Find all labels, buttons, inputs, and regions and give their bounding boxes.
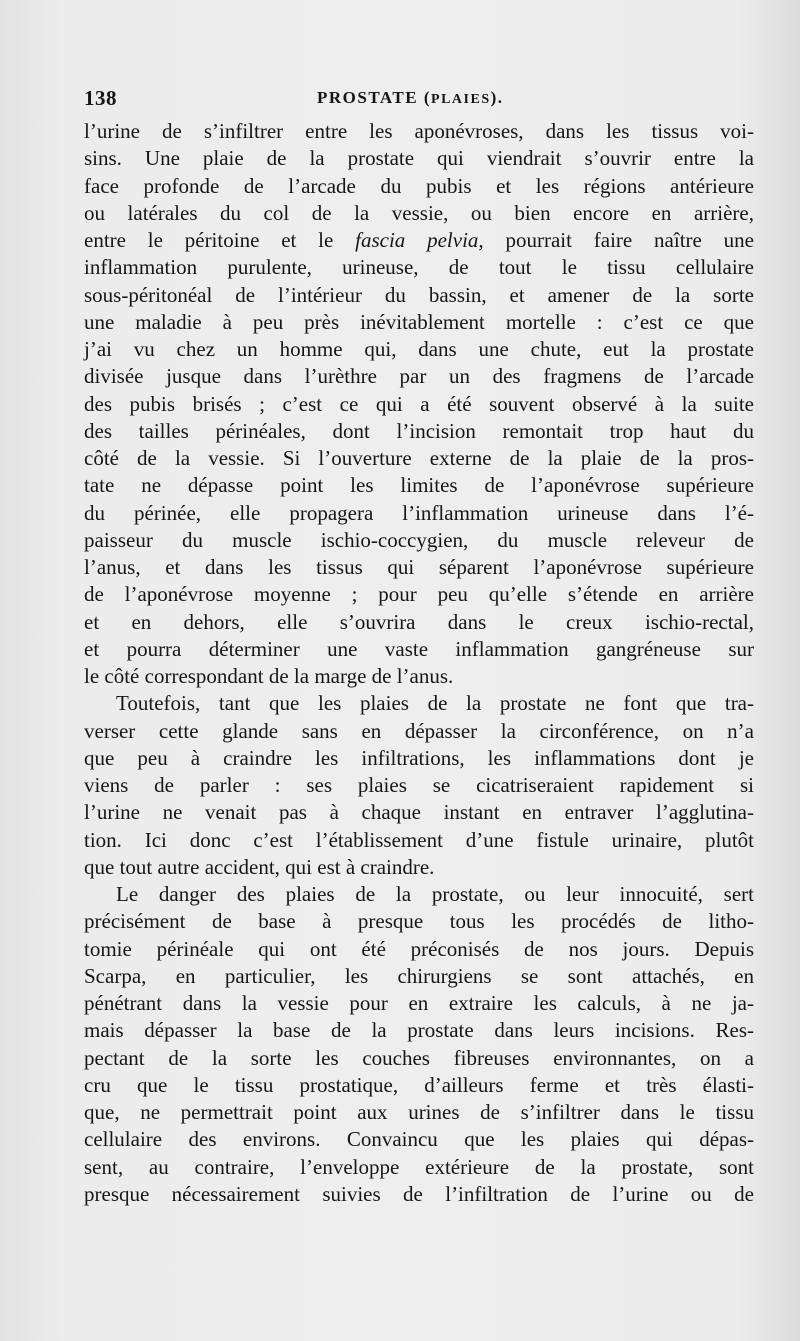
text-line: sins. Une plaie de la prostate qui viendrait s’ouvrir entre la bbox=[84, 146, 754, 171]
text-line: viens de parler : ses plaies se cicatriseraient rapidement si bbox=[84, 773, 754, 797]
text-line: cru que le tissu prostatique, d’ailleurs ferme et très élasti- bbox=[84, 1072, 754, 1097]
text-segment: entre le péritoine et le bbox=[84, 228, 334, 252]
text-line: cellulaire des environs. Convaincu que les plaies qui dépas- bbox=[84, 1127, 754, 1152]
text-line: face profonde de l’arcade du pubis et les régions antérieure bbox=[84, 173, 754, 198]
text-line: sent, au contraire, l’enveloppe extérieure de la prostate, sont bbox=[84, 1154, 754, 1179]
text-line: une maladie à peu près inévitablement mortelle : c’est ce que bbox=[84, 309, 754, 334]
running-head bbox=[317, 88, 504, 108]
text-line: l’urine de s’infiltrer entre les aponévroses, dans les tissus voi- bbox=[84, 119, 754, 143]
text-line: sous-péritonéal de l’intérieur du bassin, et amener de la sorte bbox=[84, 282, 754, 307]
text-line: paisseur du muscle ischio-coccygien, du muscle releveur de bbox=[84, 527, 754, 552]
running-head-main: PROSTATE ( bbox=[317, 88, 432, 107]
text-line: divisée jusque dans l’urèthre par un des fragmens de l’arcade bbox=[84, 364, 754, 389]
text-line: l’urine ne venait pas à chaque instant en entraver l’agglutina- bbox=[84, 800, 754, 825]
paragraph-start-line: Toutefois, tant que les plaies de la prostate ne font que tra- bbox=[116, 691, 754, 716]
text-segment: pourrait faire naître une bbox=[505, 228, 754, 252]
paragraph-end-line: que tout autre accident, qui est à craindre. bbox=[84, 854, 435, 879]
text-line: du périnée, elle propagera l’inflammation urineuse dans l’é- bbox=[84, 500, 754, 525]
page-header bbox=[84, 86, 754, 112]
paragraph-end-line: le côté correspondant de la marge de l’anus. bbox=[84, 664, 454, 688]
text-line: pénétrant dans la vessie pour en extraire les calculs, à ne ja- bbox=[84, 991, 754, 1015]
text-line: tomie périnéale qui ont été préconisés de nos jours. Depuis bbox=[84, 936, 754, 961]
text-line: j’ai vu chez un homme qui, dans une chute, eut la prostate bbox=[84, 337, 754, 361]
running-head-end: ). bbox=[490, 88, 504, 107]
text-line: Scarpa, en particulier, les chirurgiens se sont attachés, en bbox=[84, 963, 754, 988]
text-line: verser cette glande sans en dépasser la circonférence, on n’a bbox=[84, 718, 754, 743]
text-line: inflammation purulente, urineuse, de tout le tissu cellulaire bbox=[84, 255, 754, 280]
paragraph-start-line: Le danger des plaies de la prostate, ou leur innocuité, sert bbox=[116, 882, 754, 906]
text-line: que, ne permettrait point aux urines de s’infiltrer dans le tissu bbox=[84, 1100, 754, 1124]
running-head-small-caps: PLAIES bbox=[431, 92, 491, 107]
text-line: et pourra déterminer une vaste inflammation gangréneuse sur bbox=[84, 636, 754, 661]
text-line: côté de la vessie. Si l’ouverture externe de la plaie de la pros- bbox=[84, 446, 754, 470]
text-line: de l’aponévrose moyenne ; pour peu qu’elle s’étende en arrière bbox=[84, 582, 754, 607]
text-line: tion. Ici donc c’est l’établissement d’une fistule urinaire, plutôt bbox=[84, 827, 754, 852]
text-line: des tailles périnéales, dont l’incision remontait trop haut du bbox=[84, 418, 754, 443]
text-line: que peu à craindre les infiltrations, les inflammations dont je bbox=[84, 745, 754, 770]
text-line: presque nécessairement suivies de l’infiltration de l’urine ou de bbox=[84, 1181, 754, 1206]
text-line: ou latérales du col de la vessie, ou bien encore en arrière, bbox=[84, 200, 754, 225]
text-line: et en dehors, elle s’ouvrira dans le creux ischio-rectal, bbox=[84, 609, 754, 634]
body-text bbox=[84, 118, 754, 1208]
text-line: tate ne dépasse point les limites de l’aponévrose supérieure bbox=[84, 473, 754, 498]
page-number: 138 bbox=[84, 86, 117, 110]
text-line-with-italic bbox=[84, 227, 754, 254]
text-line: pectant de la sorte les couches fibreuses environnantes, on a bbox=[84, 1045, 754, 1070]
italic-term: fascia pelvia, bbox=[355, 228, 484, 252]
text-line: l’anus, et dans les tissus qui séparent l’aponévrose supérieure bbox=[84, 555, 754, 579]
text-line: des pubis brisés ; c’est ce qui a été souvent observé à la suite bbox=[84, 391, 754, 416]
text-line: précisément de base à presque tous les procédés de litho- bbox=[84, 909, 754, 934]
text-line: mais dépasser la base de la prostate dans leurs incisions. Res- bbox=[84, 1018, 754, 1043]
